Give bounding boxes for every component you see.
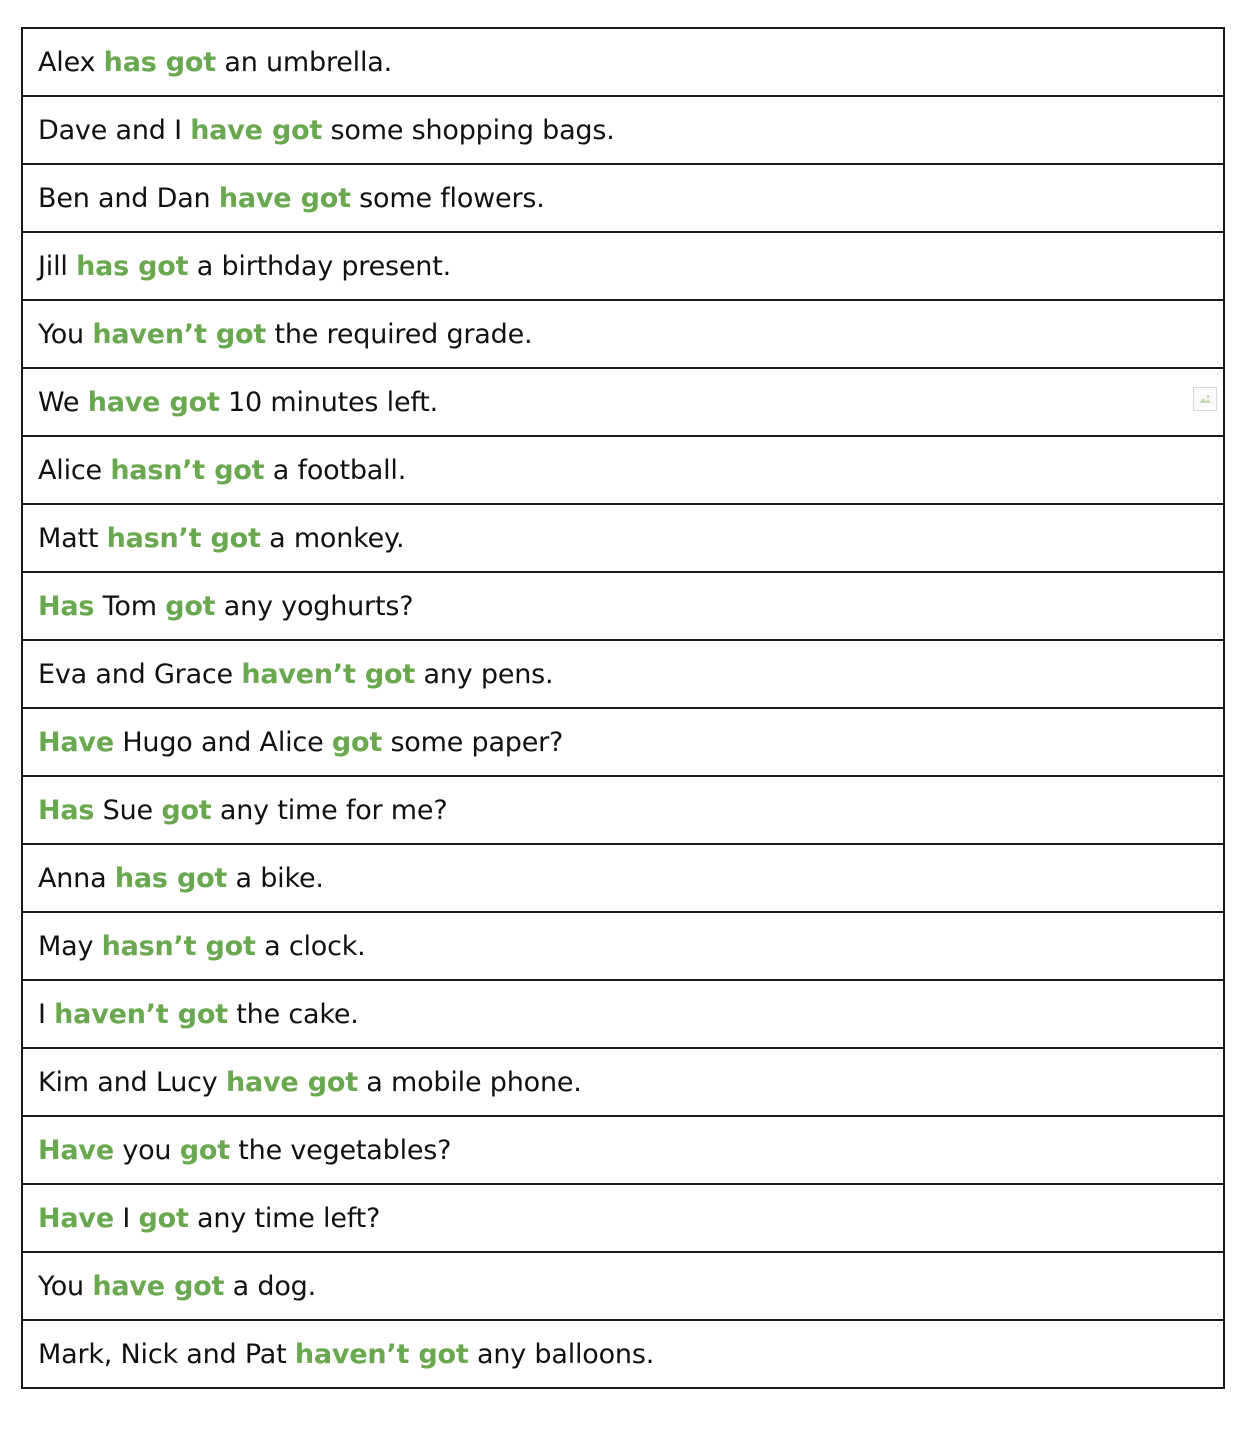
sentence-text: I — [38, 998, 55, 1030]
table-row — [22, 368, 1224, 436]
sentence-cell — [22, 1252, 1224, 1320]
answer-highlight: Have — [38, 726, 114, 758]
sentence-cell — [22, 368, 1224, 436]
sentence-text: some shopping bags. — [322, 114, 615, 146]
sentence-cell — [22, 912, 1224, 980]
table-row — [22, 980, 1224, 1048]
image-placeholder-icon[interactable] — [1193, 387, 1217, 411]
table-row — [22, 912, 1224, 980]
table-row — [22, 776, 1224, 844]
sentence-text: a dog. — [224, 1270, 316, 1302]
sentence-text: You — [38, 318, 93, 350]
table-row — [22, 300, 1224, 368]
sentence-text: May — [38, 930, 102, 962]
sentence-cell — [22, 1320, 1224, 1388]
answer-highlight: got — [179, 1134, 230, 1166]
sentence-text: We — [38, 386, 88, 418]
answer-highlight: got — [161, 794, 212, 826]
sentence-text: the cake. — [227, 998, 359, 1030]
answer-table-body — [22, 28, 1224, 1388]
answer-highlight: hasn’t got — [101, 930, 256, 962]
answer-highlight: haven’t got — [92, 318, 267, 350]
sentence-text: a football. — [264, 454, 407, 486]
answer-table — [21, 27, 1225, 1389]
answer-highlight: Have — [38, 1202, 114, 1234]
sentence-text: the vegetables? — [229, 1134, 452, 1166]
sentence-cell — [22, 844, 1224, 912]
sentence-text: Hugo and Alice — [113, 726, 332, 758]
sentence-cell — [22, 708, 1224, 776]
sentence-cell — [22, 504, 1224, 572]
sentence-text: Tom — [94, 590, 166, 622]
sentence-cell — [22, 164, 1224, 232]
table-row — [22, 504, 1224, 572]
table-row — [22, 96, 1224, 164]
sentence-cell — [22, 1184, 1224, 1252]
answer-highlight: haven’t got — [241, 658, 416, 690]
sentence-text: a clock. — [255, 930, 366, 962]
sentence-text: Eva and Grace — [38, 658, 242, 690]
table-row — [22, 1252, 1224, 1320]
sentence-cell — [22, 96, 1224, 164]
answer-highlight: got — [138, 1202, 189, 1234]
sentence-text: Jill — [38, 250, 77, 282]
answer-highlight: have got — [87, 386, 220, 418]
answer-highlight: hasn’t got — [106, 522, 261, 554]
sentence-cell — [22, 980, 1224, 1048]
answer-highlight: have got — [190, 114, 323, 146]
sentence-text: Alice — [38, 454, 111, 486]
sentence-text: Alex — [38, 46, 104, 78]
sentence-cell — [22, 232, 1224, 300]
sentence-text: any time left? — [188, 1202, 381, 1234]
table-row — [22, 572, 1224, 640]
table-row — [22, 1048, 1224, 1116]
sentence-text: You — [38, 1270, 93, 1302]
answer-highlight: haven’t got — [294, 1338, 469, 1370]
answer-highlight: Has — [38, 590, 95, 622]
sentence-cell — [22, 640, 1224, 708]
sentence-text: an umbrella. — [215, 46, 392, 78]
table-row — [22, 1116, 1224, 1184]
sentence-text: I — [113, 1202, 139, 1234]
table-row — [22, 28, 1224, 96]
answer-highlight: have got — [92, 1270, 225, 1302]
sentence-text: 10 minutes left. — [219, 386, 438, 418]
table-row — [22, 844, 1224, 912]
sentence-text: Matt — [38, 522, 107, 554]
sentence-cell — [22, 436, 1224, 504]
sentence-text: the required grade. — [266, 318, 533, 350]
answer-highlight: has got — [103, 46, 216, 78]
answer-highlight: have got — [225, 1066, 358, 1098]
sentence-cell — [22, 776, 1224, 844]
answer-highlight: has got — [114, 862, 228, 894]
sentence-text: any balloons. — [468, 1338, 655, 1370]
sentence-text: some paper? — [382, 726, 564, 758]
sentence-cell — [22, 1116, 1224, 1184]
answer-highlight: got — [165, 590, 216, 622]
answer-highlight: hasn’t got — [110, 454, 265, 486]
sentence-text: Kim and Lucy — [38, 1066, 226, 1098]
answer-highlight: have got — [218, 182, 351, 214]
sentence-cell — [22, 1048, 1224, 1116]
sentence-text: a birthday present. — [188, 250, 451, 282]
sentence-cell — [22, 28, 1224, 96]
table-row — [22, 640, 1224, 708]
table-row — [22, 1184, 1224, 1252]
sentence-text: any time for me? — [211, 794, 448, 826]
table-row — [22, 436, 1224, 504]
sentence-text: Anna — [38, 862, 115, 894]
answer-highlight: got — [331, 726, 383, 758]
table-row — [22, 164, 1224, 232]
sentence-cell — [22, 572, 1224, 640]
sentence-text: you — [113, 1134, 180, 1166]
sentence-text: Ben and Dan — [38, 182, 219, 214]
sentence-text: any pens. — [415, 658, 554, 690]
sentence-cell — [22, 300, 1224, 368]
sentence-text: some flowers. — [350, 182, 545, 214]
table-row — [22, 1320, 1224, 1388]
sentence-text: a bike. — [227, 862, 324, 894]
sentence-text: a mobile phone. — [357, 1066, 582, 1098]
answer-highlight: haven’t got — [54, 998, 228, 1030]
answer-highlight: has got — [76, 250, 189, 282]
sentence-text: any yoghurts? — [215, 590, 414, 622]
table-row — [22, 232, 1224, 300]
sentence-text: a monkey. — [260, 522, 405, 554]
sentence-text: Sue — [94, 794, 162, 826]
sentence-text: Dave and I — [38, 114, 191, 146]
answer-highlight: Have — [38, 1134, 114, 1166]
answer-highlight: Has — [38, 794, 95, 826]
table-row — [22, 708, 1224, 776]
sentence-text: Mark, Nick and Pat — [38, 1338, 295, 1370]
